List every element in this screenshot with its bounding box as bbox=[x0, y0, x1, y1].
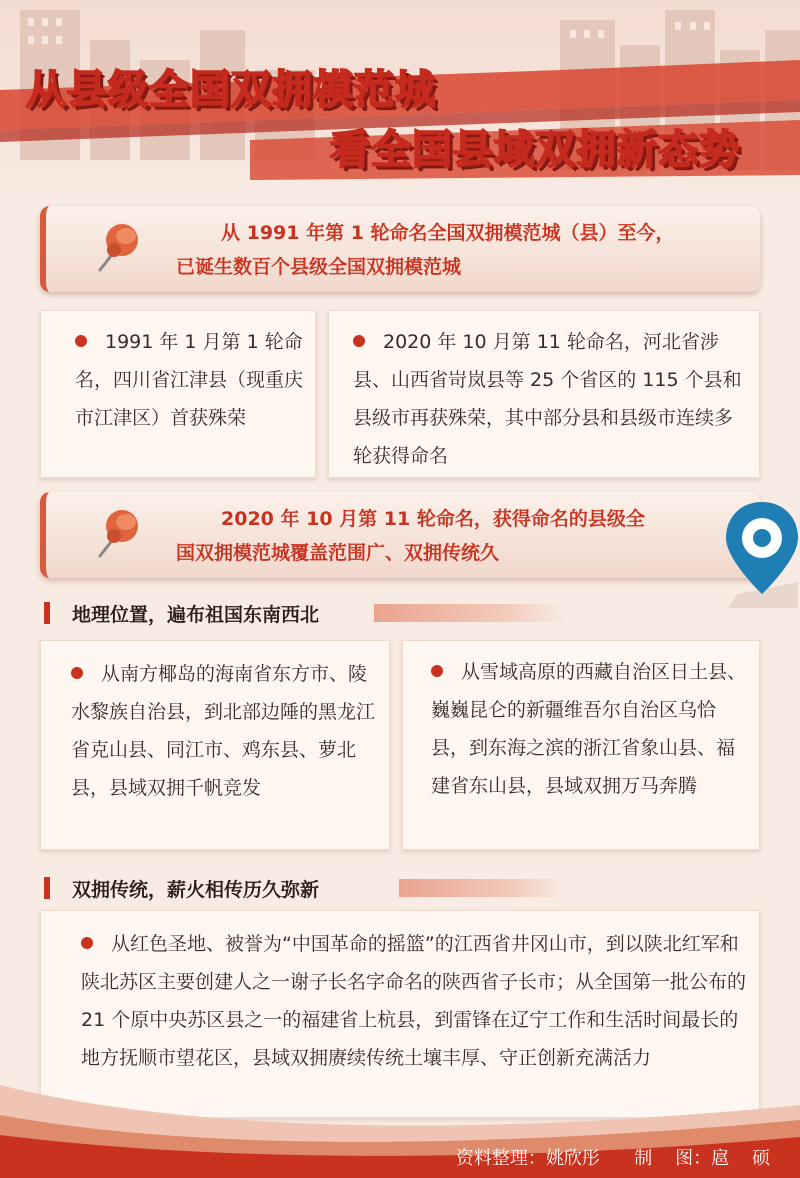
bullet-dot bbox=[431, 665, 443, 677]
summary-callout bbox=[40, 492, 760, 578]
section-heading-geography bbox=[44, 598, 564, 628]
section-label: 地理位置，遍布祖国东南西北 bbox=[72, 604, 320, 626]
card-first-round bbox=[40, 310, 316, 478]
card-text: 1991 年 1 月第 1 轮命名，四川省江津县（现重庆市江津区）首获殊荣 bbox=[75, 331, 304, 429]
pushpin-icon bbox=[92, 214, 152, 274]
bullet-dot bbox=[81, 937, 93, 949]
header-banner bbox=[0, 0, 800, 200]
callout-line-2: 国双拥模范城覆盖范围广、双拥传统久 bbox=[176, 542, 500, 564]
section-label: 双拥传统，薪火相传历久弥新 bbox=[72, 879, 320, 901]
section-heading-tradition bbox=[44, 873, 564, 903]
intro-callout bbox=[40, 206, 760, 292]
card-text: 2020 年 10 月第 11 轮命名，河北省涉县、山西省岢岚县等 25 个省区的 115 个县和县级市再获殊荣，其中部分县和县级市连续多轮获得命名 bbox=[353, 331, 742, 467]
title-line-2: 看全国县域双拥新态势 bbox=[330, 127, 740, 173]
bullet-dot bbox=[353, 335, 365, 347]
callout-line-1: 从 1991 年第 1 轮命名全国双拥模范城（县）至今， bbox=[221, 222, 675, 244]
bullet-dot bbox=[75, 335, 87, 347]
card-west-east bbox=[402, 640, 760, 850]
card-eleventh-round bbox=[328, 310, 760, 478]
card-text: 从雪域高原的西藏自治区日土县、巍巍昆仑的新疆维吾尔自治区乌恰县，到东海之滨的浙江省象山县、福建省东山县，县域双拥万马奔腾 bbox=[431, 661, 747, 797]
pushpin-icon bbox=[92, 500, 152, 560]
title-line-1: 从县级全国双拥模范城 bbox=[26, 67, 436, 113]
map-pin-icon bbox=[718, 498, 798, 608]
card-text: 从南方椰岛的海南省东方市、陵水黎族自治县，到北部边陲的黑龙江省克山县、同江市、鸡东县、萝北县，县域双拥千帆竞发 bbox=[71, 663, 376, 799]
callout-line-2: 已诞生数百个县级全国双拥模范城 bbox=[176, 256, 462, 278]
credits: 资料整理：姚欣彤 制 图：扈 硕 bbox=[455, 1148, 770, 1169]
card-south-north bbox=[40, 640, 390, 850]
bullet-dot bbox=[71, 667, 83, 679]
card-text: 从红色圣地、被誉为“中国革命的摇篮”的江西省井冈山市，到以陕北红军和陕北苏区主要创建人之一谢子长名字命名的陕西省子长市；从全国第一批公布的 21 个原中央苏区县之一的福建省上杭县，到雷锋在辽宁工作和生活时间最长的地方抚顺市望花区，县域双拥赓续传统土壤丰厚、守正创新充满活力 bbox=[81, 933, 747, 1069]
callout-line-1: 2020 年 10 月第 11 轮命名，获得命名的县级全 bbox=[221, 508, 645, 530]
